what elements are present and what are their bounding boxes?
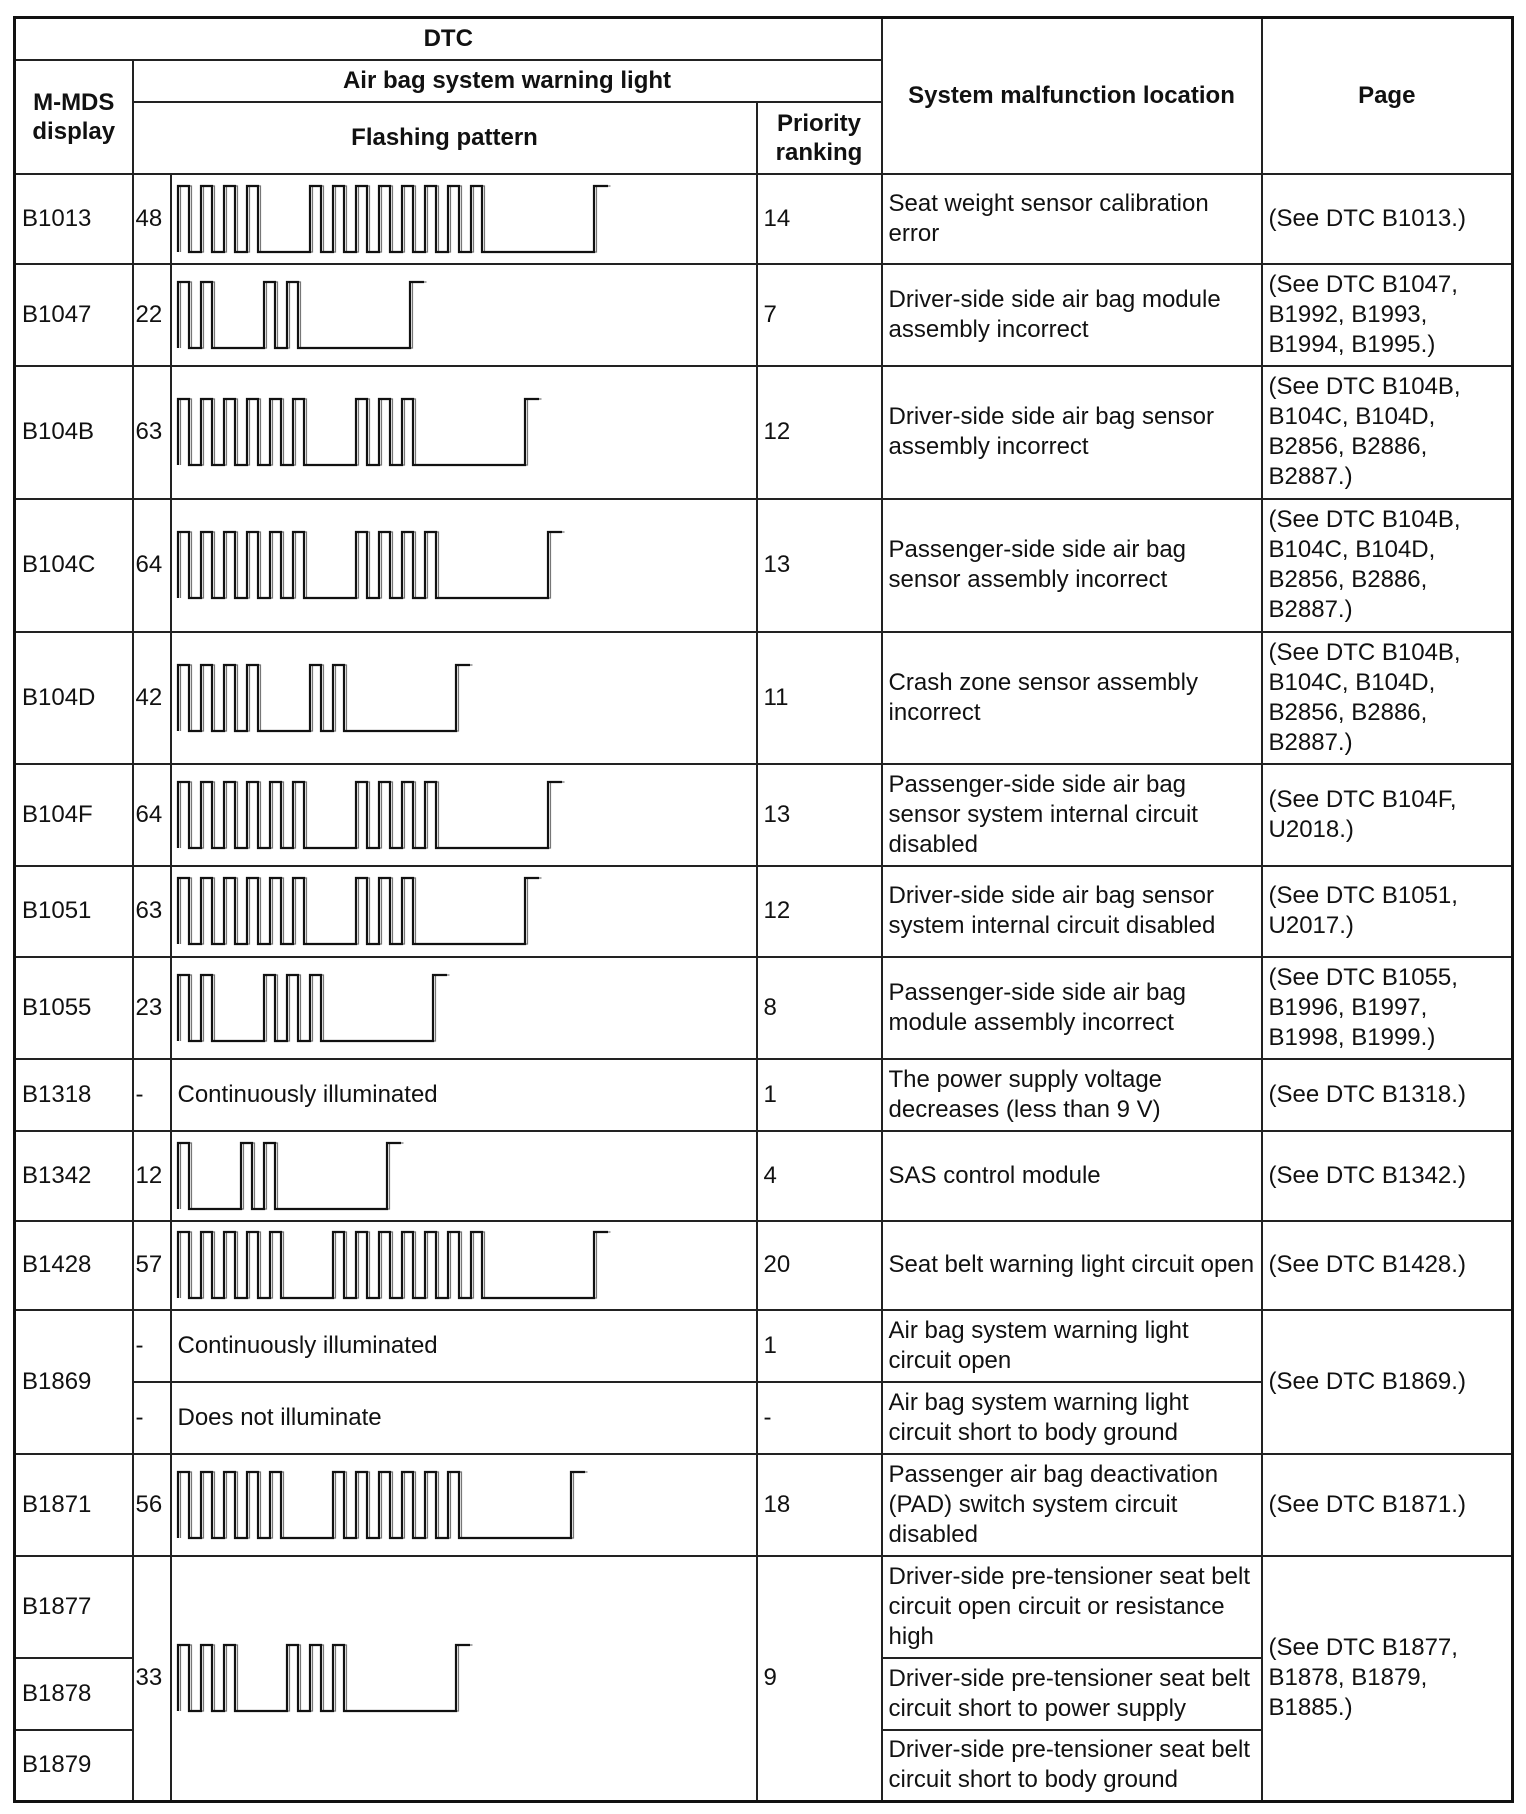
malfunction-location: Seat belt warning light circuit open [882,1221,1262,1310]
pulse-train-graphic [172,1224,757,1306]
pulse-line-shadow [180,282,426,348]
priority-value: 11 [757,632,882,764]
flash-number: 63 [133,366,171,499]
flash-number: 64 [133,499,171,632]
flashing-pattern [171,1556,757,1802]
page-reference: (See DTC B1877, B1878, B1879, B1885.) [1262,1556,1513,1802]
mmds-code: B1877 [15,1556,133,1658]
table-row [15,1059,1513,1131]
pulse-train-graphic [172,274,757,356]
malfunction-location: Driver-side side air bag module assembly incorrect [882,264,1262,366]
page-reference: (See DTC B104B, B104C, B104D, B2856, B2886, B2887.) [1262,366,1513,499]
dtc-table [13,16,1514,1803]
flash-number: 42 [133,632,171,764]
table-row [15,264,1513,366]
priority-value: - [757,1382,882,1454]
malfunction-location: Crash zone sensor assembly incorrect [882,632,1262,764]
flash-number: 56 [133,1454,171,1556]
mmds-code: B1318 [15,1059,133,1131]
pulse-line-shadow [180,1472,587,1538]
malfunction-location: Driver-side side air bag sensor system internal circuit disabled [882,866,1262,957]
flash-number: 33 [133,1556,171,1802]
malfunction-location: Air bag system warning light circuit short to body ground [882,1382,1262,1454]
mmds-code: B104C [15,499,133,632]
flashing-pattern [171,1221,757,1310]
page-reference: (See DTC B1342.) [1262,1131,1513,1221]
pulse-line-shadow [180,1143,403,1209]
flashing-pattern [171,366,757,499]
mmds-code: B1047 [15,264,133,366]
pulse-train-graphic [172,967,757,1049]
flash-number: 57 [133,1221,171,1310]
header-dtc: DTC [15,18,882,60]
priority-value: 13 [757,764,882,866]
flashing-pattern [171,764,757,866]
page-reference: (See DTC B1318.) [1262,1059,1513,1131]
mmds-code: B1878 [15,1658,133,1730]
page-reference: (See DTC B1869.) [1262,1310,1513,1454]
flash-number: 12 [133,1131,171,1221]
mmds-code: B104B [15,366,133,499]
pulse-train-graphic [172,657,757,739]
malfunction-location: Seat weight sensor calibration error [882,174,1262,264]
page-reference: (See DTC B1047, B1992, B1993, B1994, B1995.) [1262,264,1513,366]
flash-number: 63 [133,866,171,957]
flashing-pattern [171,1454,757,1556]
malfunction-location: Air bag system warning light circuit open [882,1310,1262,1382]
pulse-train-graphic [172,524,757,606]
malfunction-location: Driver-side side air bag sensor assembly incorrect [882,366,1262,499]
priority-value: 1 [757,1310,882,1382]
priority-value: 1 [757,1059,882,1131]
priority-value: 18 [757,1454,882,1556]
flashing-pattern [171,957,757,1059]
priority-value: 14 [757,174,882,264]
priority-value: 12 [757,366,882,499]
malfunction-location: Passenger-side side air bag sensor system internal circuit disabled [882,764,1262,866]
mmds-code: B1342 [15,1131,133,1221]
priority-value: 20 [757,1221,882,1310]
mmds-code: B104D [15,632,133,764]
flashing-pattern [171,264,757,366]
flashing-pattern [171,499,757,632]
page-reference: (See DTC B104B, B104C, B104D, B2856, B2886, B2887.) [1262,499,1513,632]
pulse-line [178,1143,401,1209]
mmds-code: B1013 [15,174,133,264]
page-reference: (See DTC B104F, U2018.) [1262,764,1513,866]
header-location: System malfunction location [882,18,1262,174]
malfunction-location: SAS control module [882,1131,1262,1221]
flash-number: - [133,1382,171,1454]
priority-value: 7 [757,264,882,366]
malfunction-location: The power supply voltage decreases (less than 9 V) [882,1059,1262,1131]
table-row [15,366,1513,499]
priority-value: 4 [757,1131,882,1221]
header-page: Page [1262,18,1513,174]
flashing-pattern-text: Does not illuminate [171,1382,757,1454]
flashing-pattern-text: Continuously illuminated [171,1310,757,1382]
pulse-train-graphic [172,1464,757,1546]
flashing-pattern [171,866,757,957]
mmds-code: B104F [15,764,133,866]
malfunction-location: Passenger air bag deactivation (PAD) switch system circuit disabled [882,1454,1262,1556]
flash-number: - [133,1059,171,1131]
mmds-code: B1055 [15,957,133,1059]
flash-number: 23 [133,957,171,1059]
flash-number: 64 [133,764,171,866]
header-mmds: M-MDS display [15,60,133,174]
table-row [15,764,1513,866]
header-flashing-pattern: Flashing pattern [133,102,757,174]
table-row [15,174,1513,264]
page-reference: (See DTC B1013.) [1262,174,1513,264]
priority-value: 13 [757,499,882,632]
flashing-pattern [171,632,757,764]
priority-value: 12 [757,866,882,957]
flashing-pattern [171,1131,757,1221]
page-reference: (See DTC B1051, U2017.) [1262,866,1513,957]
page-reference: (See DTC B1055, B1996, B1997, B1998, B1999.) [1262,957,1513,1059]
malfunction-location: Driver-side pre-tensioner seat belt circuit open circuit or resistance high [882,1556,1262,1658]
pulse-line-shadow [180,782,564,848]
mmds-code: B1879 [15,1730,133,1802]
table-row [15,957,1513,1059]
page-reference: (See DTC B1871.) [1262,1454,1513,1556]
table-row [15,1310,1513,1382]
pulse-line-shadow [180,532,564,598]
flashing-pattern-text: Continuously illuminated [171,1059,757,1131]
malfunction-location: Driver-side pre-tensioner seat belt circuit short to power supply [882,1658,1262,1730]
malfunction-location: Passenger-side side air bag module assembly incorrect [882,957,1262,1059]
malfunction-location: Driver-side pre-tensioner seat belt circuit short to body ground [882,1730,1262,1802]
table-row [15,632,1513,764]
table-row [15,866,1513,957]
mmds-code: B1869 [15,1310,133,1454]
pulse-train-graphic [172,391,757,473]
table-row [15,1454,1513,1556]
pulse-train-graphic [172,1637,757,1719]
flashing-pattern [171,174,757,264]
pulse-train-graphic [172,870,757,952]
priority-value: 9 [757,1556,882,1802]
flash-number: 48 [133,174,171,264]
table-row [15,1221,1513,1310]
header-priority: Priority ranking [757,102,882,174]
pulse-train-graphic [172,774,757,856]
priority-value: 8 [757,957,882,1059]
malfunction-location: Passenger-side side air bag sensor assembly incorrect [882,499,1262,632]
pulse-line-shadow [180,975,449,1041]
table-row [15,1131,1513,1221]
table-row [15,499,1513,632]
pulse-train-graphic [172,178,757,260]
page-reference: (See DTC B1428.) [1262,1221,1513,1310]
flash-number: - [133,1310,171,1382]
pulse-line-shadow [180,186,610,252]
mmds-code: B1871 [15,1454,133,1556]
table-row [15,1556,1513,1658]
header-row-1 [15,18,1513,60]
flash-number: 22 [133,264,171,366]
mmds-code: B1428 [15,1221,133,1310]
pulse-train-graphic [172,1135,757,1217]
page-reference: (See DTC B104B, B104C, B104D, B2856, B2886, B2887.) [1262,632,1513,764]
header-warning-light: Air bag system warning light [133,60,882,102]
mmds-code: B1051 [15,866,133,957]
pulse-line-shadow [180,1232,610,1298]
